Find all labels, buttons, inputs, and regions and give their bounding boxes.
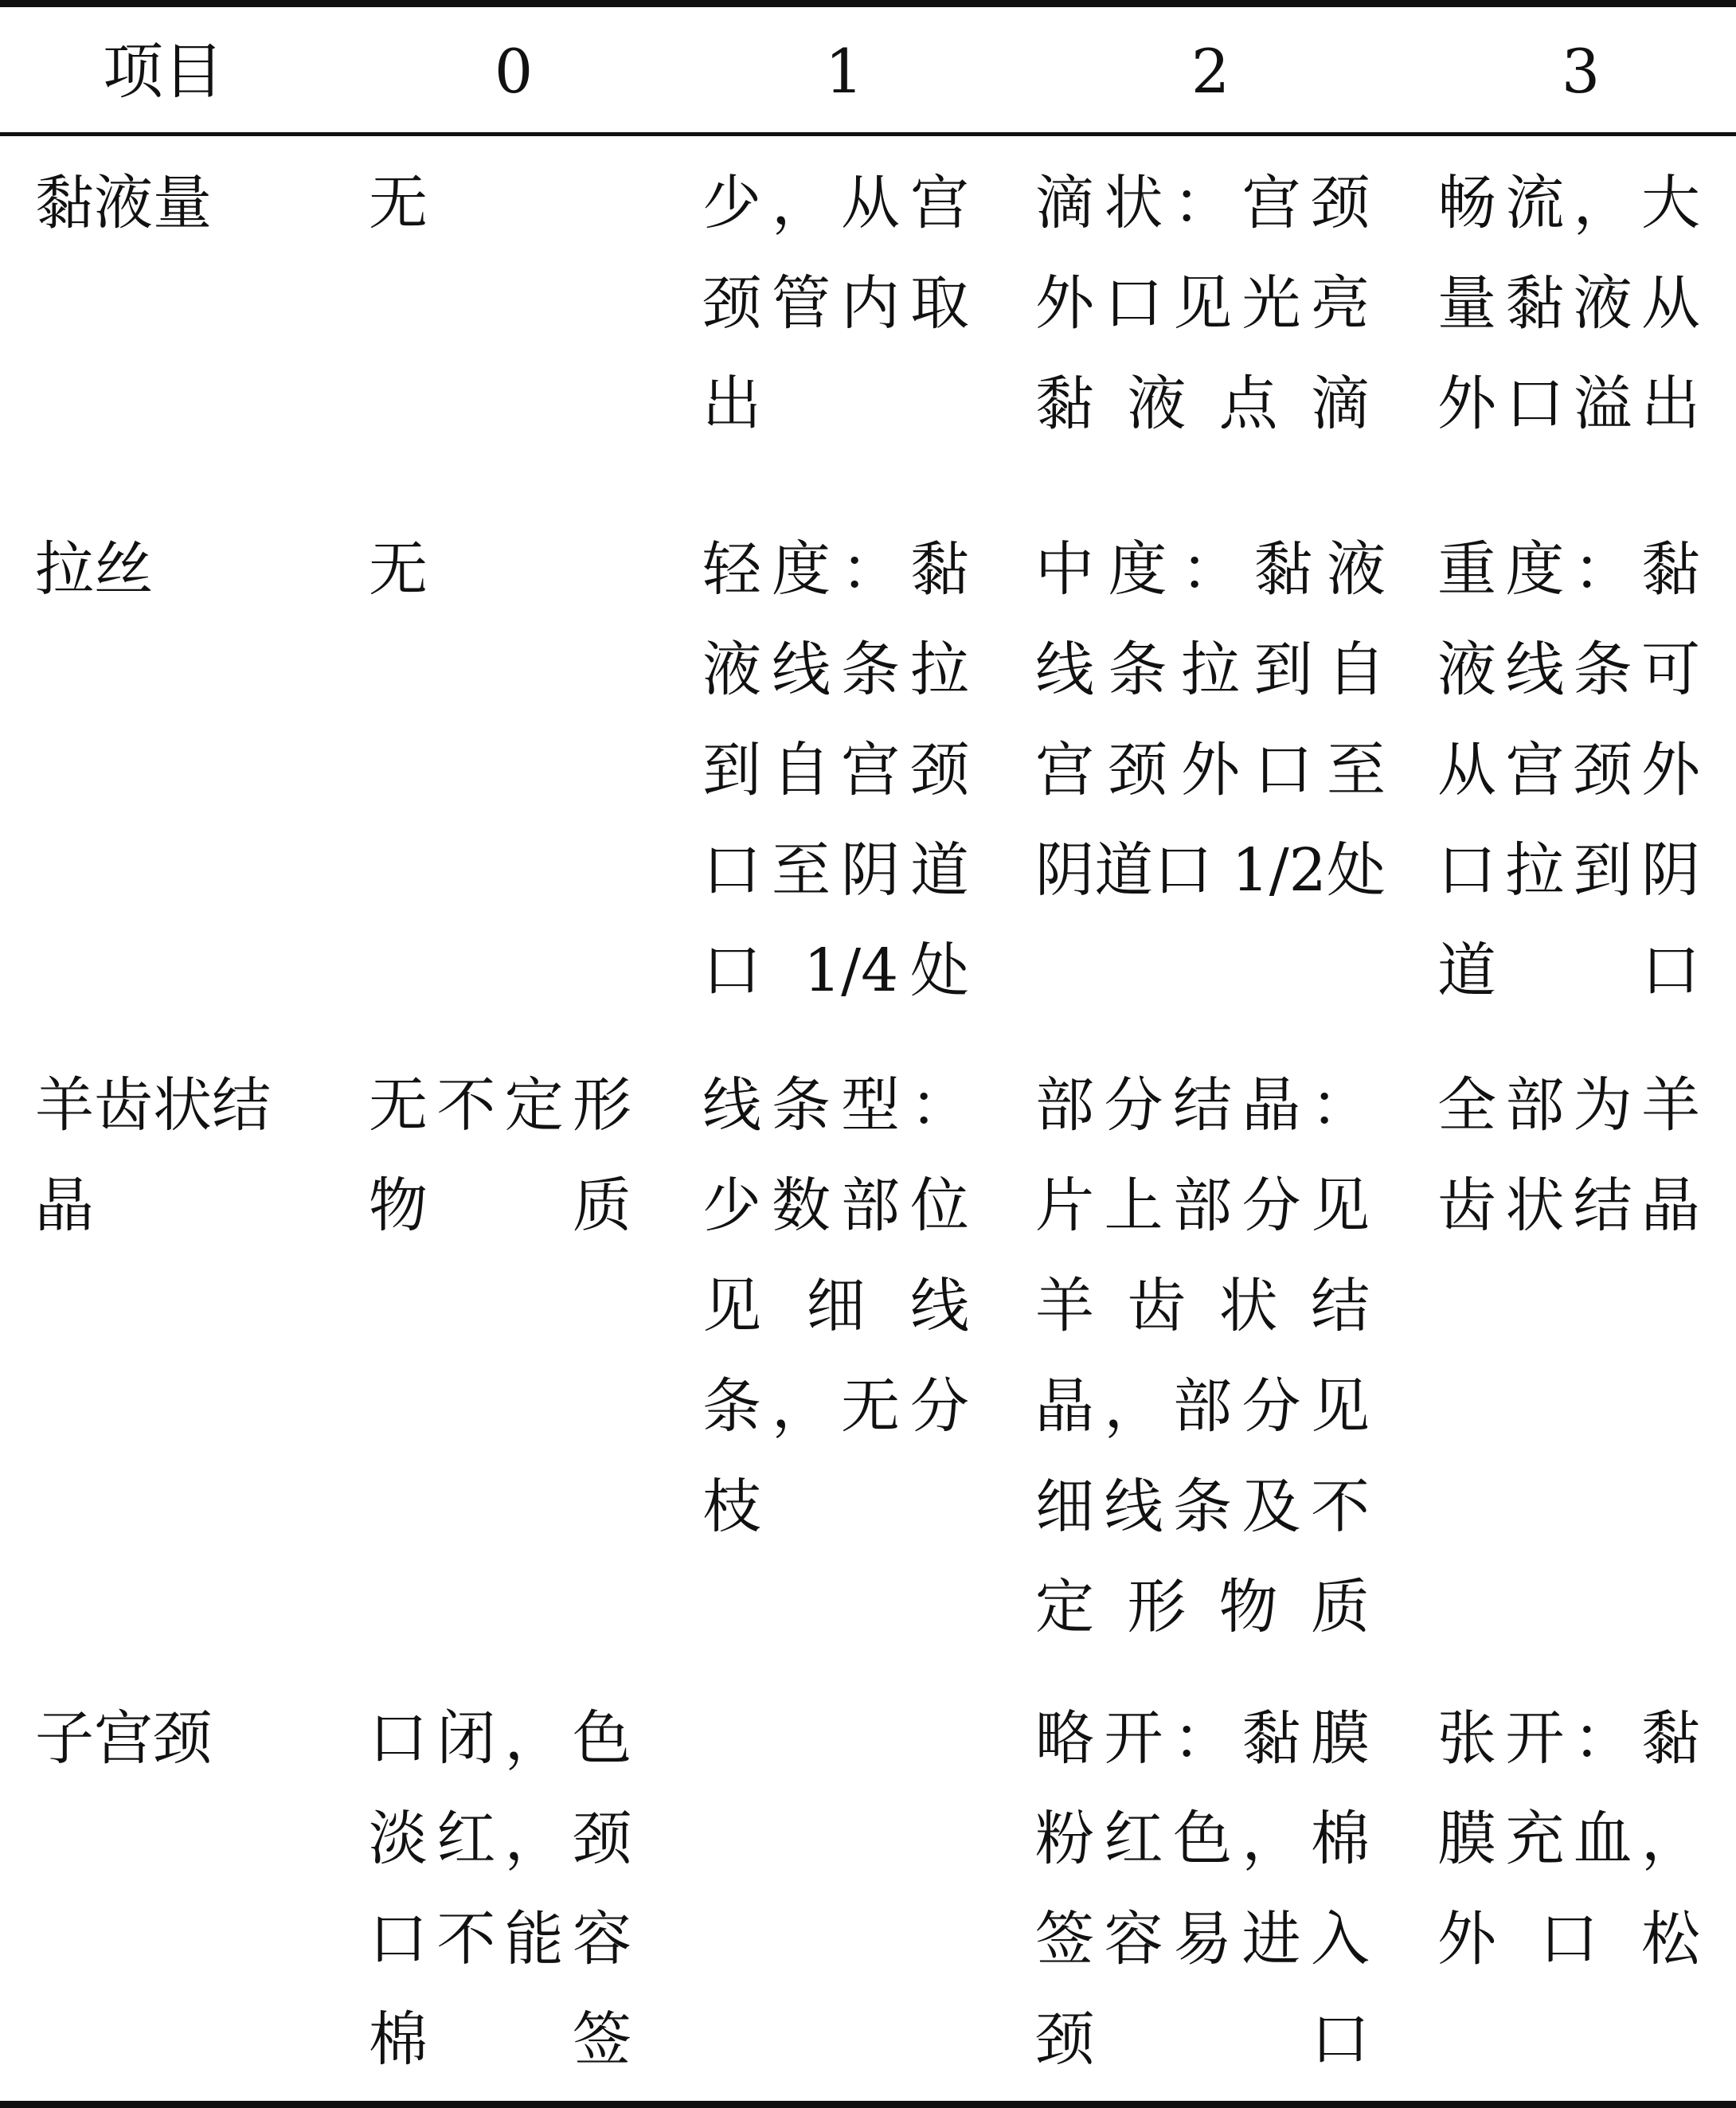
score-2-cell: 略开：黏膜粉红色，棉签容易进入颈口 xyxy=(1035,1704,1370,2074)
score-1-cell: 少，从宫颈管内取出 xyxy=(702,169,969,438)
header-score-3: 3 xyxy=(1561,36,1601,107)
row-item-label: 子宫颈 xyxy=(35,1704,212,1773)
score-0-cell: 无不定形物质 xyxy=(369,1071,631,1240)
header-score-0: 0 xyxy=(494,36,534,107)
header-rule xyxy=(0,132,1736,136)
header-score-2: 2 xyxy=(1191,36,1230,107)
score-0-cell: 无 xyxy=(369,169,428,237)
top-rule xyxy=(0,0,1736,7)
score-1-cell: 轻度：黏液线条拉到自宫颈口至阴道口 1/4处 xyxy=(702,535,969,1005)
score-3-cell: 全部为羊齿状结晶 xyxy=(1437,1071,1700,1240)
score-1-cell: 线条型：少数部位见细线条，无分枝 xyxy=(702,1071,969,1541)
score-2-cell: 部分结晶：片上部分见羊齿状结晶，部分见细线条及不定形物质 xyxy=(1035,1071,1370,1641)
row-item-label: 拉丝 xyxy=(35,535,153,604)
bottom-rule xyxy=(0,2101,1736,2108)
row-item-label: 黏液量 xyxy=(35,169,212,237)
score-3-cell: 畅流，大量黏液从外口溢出 xyxy=(1437,169,1700,438)
score-0-cell: 口闭，色淡红，颈口不能容棉签 xyxy=(369,1704,631,2074)
score-2-cell: 中度：黏液线条拉到自宫颈外口至阴道口 1/2处 xyxy=(1035,535,1386,905)
row-item-label: 羊齿状结晶 xyxy=(35,1071,271,1240)
score-0-cell: 无 xyxy=(369,535,428,604)
score-2-cell: 滴状：宫颈外口见光亮黏液点滴 xyxy=(1035,169,1370,438)
header-item: 项目 xyxy=(103,36,224,107)
score-3-cell: 重度：黏液线条可从宫颈外口拉到阴道口 xyxy=(1437,535,1700,1005)
header-score-1: 1 xyxy=(824,36,864,107)
score-3-cell: 张开：黏膜充血，外口松 xyxy=(1437,1704,1700,1973)
